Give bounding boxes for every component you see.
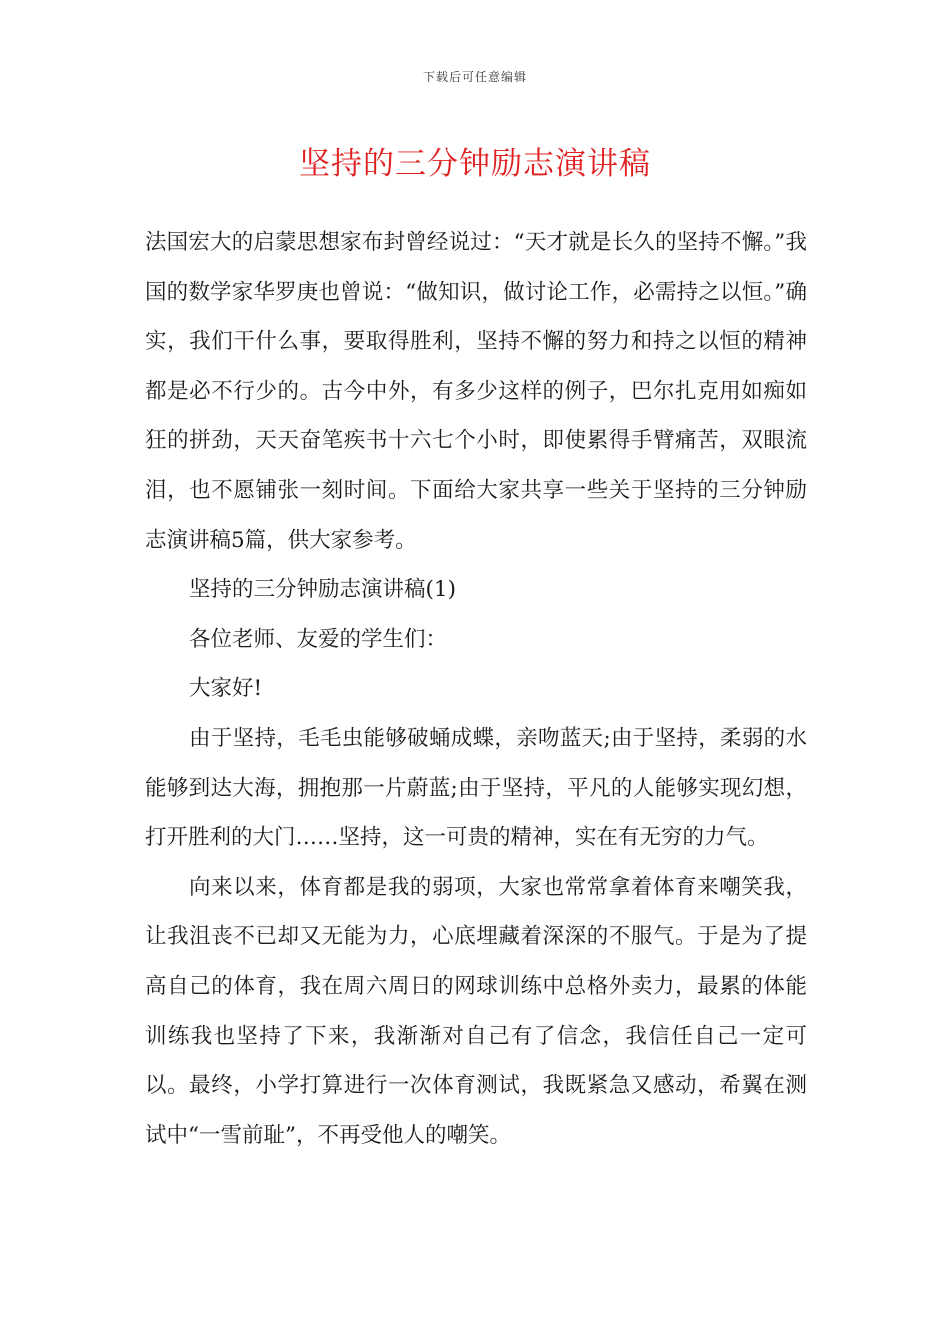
header-note: 下载后可任意编辑 xyxy=(422,70,527,84)
body-paragraph: 由于坚持，毛毛虫能够破蛹成蝶，亲吻蓝天;由于坚持，柔弱的水能够到达大海，拥抱那一片蔚蓝;由于坚持，平凡的人能够实现幻想，打开胜利的大门……坚持，这一可贵的精神，实在有无穷的力气。 xyxy=(145,725,807,851)
salutation: 各位老师、友爱的学生们： xyxy=(189,626,448,652)
document-title: 坚持的三分钟励志演讲稿 xyxy=(299,146,651,182)
section-heading: 坚持的三分钟励志演讲稿(1) xyxy=(189,577,456,603)
document-body xyxy=(145,218,807,1160)
intro-paragraph: 法国宏大的启蒙思想家布封曾经说过：“天才就是长久的坚持不懈。”我国的数学家华罗庚也曾说：“做知识，做讨论工作，必需持之以恒。”确实，我们干什么事，要取得胜利，坚持不懈的努力和持之以恒的精神都是必不行少的。古今中外，有多少这样的例子，巴尔扎克用如痴如狂的拼劲，天天奋笔疾书十六七个小时，即使累得手臂痛苦，双眼流泪，也不愿铺张一刻时间。下面给大家共享一些关于坚持的三分钟励志演讲稿5篇，供大家参考。 xyxy=(145,230,807,553)
greeting: 大家好! xyxy=(189,676,263,702)
body-paragraph: 向来以来，体育都是我的弱项，大家也常常拿着体育来嘲笑我，让我沮丧不已却又无能为力，心底埋藏着深深的不服气。于是为了提高自己的体育，我在周六周日的网球训练中总格外卖力，最累的体能训练我也坚持了下来，我渐渐对自己有了信念，我信任自己一定可以。最终，小学打算进行一次体育测试，我既紧急又感动，希翼在测试中“一雪前耻”，不再受他人的嘲笑。 xyxy=(145,874,807,1148)
